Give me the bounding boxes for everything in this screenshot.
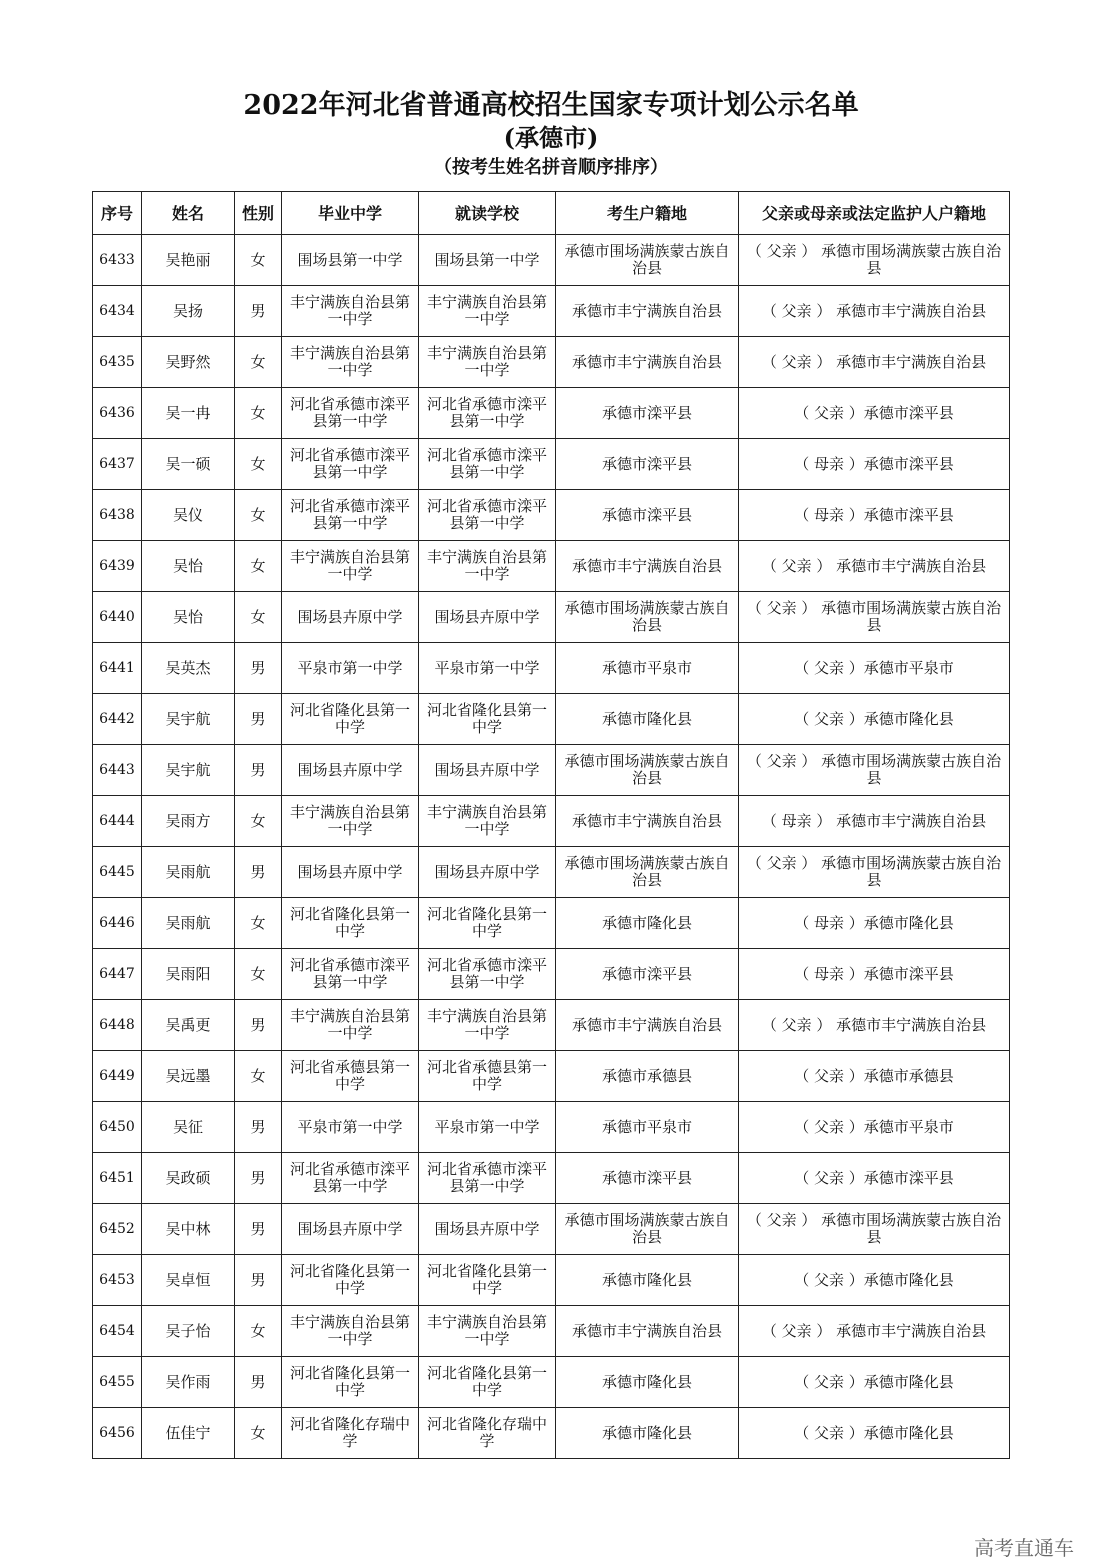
cell-guardian-residence: （ 母亲 ）承德市滦平县 bbox=[739, 490, 1010, 541]
table-row bbox=[93, 847, 1010, 898]
cell-guardian-residence: （ 父亲 ） 承德市丰宁满族自治县 bbox=[739, 1000, 1010, 1051]
cell-name: 吴征 bbox=[142, 1102, 235, 1153]
cell-student-residence: 承德市隆化县 bbox=[556, 1408, 739, 1459]
header-seq: 序号 bbox=[93, 192, 142, 235]
cell-graduation-school: 丰宁满族自治县第一中学 bbox=[282, 1306, 419, 1357]
table-row bbox=[93, 796, 1010, 847]
cell-guardian-residence: （ 母亲 ）承德市滦平县 bbox=[739, 439, 1010, 490]
cell-current-school: 丰宁满族自治县第一中学 bbox=[419, 1306, 556, 1357]
cell-graduation-school: 平泉市第一中学 bbox=[282, 643, 419, 694]
cell-name: 吴远墨 bbox=[142, 1051, 235, 1102]
cell-current-school: 河北省隆化县第一中学 bbox=[419, 1357, 556, 1408]
cell-student-residence: 承德市隆化县 bbox=[556, 898, 739, 949]
cell-seq: 6448 bbox=[93, 1000, 142, 1051]
cell-guardian-residence: （ 父亲 ）承德市隆化县 bbox=[739, 1408, 1010, 1459]
cell-name: 吴野然 bbox=[142, 337, 235, 388]
table-row bbox=[93, 949, 1010, 1000]
cell-guardian-residence: （ 父亲 ）承德市隆化县 bbox=[739, 1357, 1010, 1408]
table-row bbox=[93, 337, 1010, 388]
cell-seq: 6437 bbox=[93, 439, 142, 490]
cell-graduation-school: 河北省承德市滦平县第一中学 bbox=[282, 439, 419, 490]
cell-gender: 女 bbox=[235, 1051, 282, 1102]
cell-student-residence: 承德市围场满族蒙古族自治县 bbox=[556, 592, 739, 643]
cell-gender: 男 bbox=[235, 1000, 282, 1051]
cell-student-residence: 承德市承德县 bbox=[556, 1051, 739, 1102]
cell-student-residence: 承德市滦平县 bbox=[556, 388, 739, 439]
cell-graduation-school: 围场县卉原中学 bbox=[282, 745, 419, 796]
cell-graduation-school: 丰宁满族自治县第一中学 bbox=[282, 1000, 419, 1051]
cell-current-school: 围场县卉原中学 bbox=[419, 745, 556, 796]
cell-name: 吴禹更 bbox=[142, 1000, 235, 1051]
cell-current-school: 丰宁满族自治县第一中学 bbox=[419, 796, 556, 847]
cell-current-school: 河北省隆化存瑞中学 bbox=[419, 1408, 556, 1459]
table-row bbox=[93, 388, 1010, 439]
cell-graduation-school: 河北省隆化县第一中学 bbox=[282, 1255, 419, 1306]
cell-seq: 6444 bbox=[93, 796, 142, 847]
cell-gender: 女 bbox=[235, 592, 282, 643]
cell-graduation-school: 丰宁满族自治县第一中学 bbox=[282, 796, 419, 847]
cell-current-school: 河北省隆化县第一中学 bbox=[419, 1255, 556, 1306]
cell-guardian-residence: （ 父亲 ） 承德市丰宁满族自治县 bbox=[739, 1306, 1010, 1357]
cell-name: 吴中林 bbox=[142, 1204, 235, 1255]
cell-graduation-school: 河北省承德市滦平县第一中学 bbox=[282, 388, 419, 439]
cell-graduation-school: 平泉市第一中学 bbox=[282, 1102, 419, 1153]
cell-guardian-residence: （ 父亲 ） 承德市围场满族蒙古族自治县 bbox=[739, 592, 1010, 643]
cell-seq: 6435 bbox=[93, 337, 142, 388]
cell-seq: 6443 bbox=[93, 745, 142, 796]
cell-name: 伍佳宁 bbox=[142, 1408, 235, 1459]
cell-current-school: 河北省承德市滦平县第一中学 bbox=[419, 1153, 556, 1204]
cell-gender: 女 bbox=[235, 1306, 282, 1357]
cell-guardian-residence: （ 父亲 ） 承德市围场满族蒙古族自治县 bbox=[739, 847, 1010, 898]
cell-current-school: 河北省承德县第一中学 bbox=[419, 1051, 556, 1102]
table-row bbox=[93, 694, 1010, 745]
cell-gender: 男 bbox=[235, 1255, 282, 1306]
cell-guardian-residence: （ 父亲 ）承德市承德县 bbox=[739, 1051, 1010, 1102]
cell-name: 吴雨航 bbox=[142, 847, 235, 898]
document-subtitle: (承德市) bbox=[503, 123, 599, 152]
table-row bbox=[93, 1204, 1010, 1255]
cell-seq: 6445 bbox=[93, 847, 142, 898]
table-row bbox=[93, 490, 1010, 541]
cell-name: 吴雨方 bbox=[142, 796, 235, 847]
cell-student-residence: 承德市丰宁满族自治县 bbox=[556, 541, 739, 592]
cell-student-residence: 承德市滦平县 bbox=[556, 439, 739, 490]
cell-gender: 男 bbox=[235, 847, 282, 898]
cell-name: 吴仪 bbox=[142, 490, 235, 541]
cell-student-residence: 承德市滦平县 bbox=[556, 949, 739, 1000]
cell-name: 吴怡 bbox=[142, 541, 235, 592]
cell-guardian-residence: （ 父亲 ） 承德市丰宁满族自治县 bbox=[739, 337, 1010, 388]
cell-graduation-school: 河北省隆化县第一中学 bbox=[282, 694, 419, 745]
table-row bbox=[93, 1051, 1010, 1102]
cell-seq: 6434 bbox=[93, 286, 142, 337]
cell-gender: 男 bbox=[235, 745, 282, 796]
cell-current-school: 围场县卉原中学 bbox=[419, 592, 556, 643]
cell-name: 吴宇航 bbox=[142, 745, 235, 796]
cell-gender: 男 bbox=[235, 1357, 282, 1408]
table-row bbox=[93, 592, 1010, 643]
cell-student-residence: 承德市丰宁满族自治县 bbox=[556, 1306, 739, 1357]
cell-name: 吴扬 bbox=[142, 286, 235, 337]
cell-gender: 男 bbox=[235, 1102, 282, 1153]
cell-current-school: 平泉市第一中学 bbox=[419, 1102, 556, 1153]
cell-current-school: 围场县卉原中学 bbox=[419, 847, 556, 898]
cell-gender: 女 bbox=[235, 337, 282, 388]
cell-seq: 6442 bbox=[93, 694, 142, 745]
cell-name: 吴政硕 bbox=[142, 1153, 235, 1204]
table-row bbox=[93, 439, 1010, 490]
header-gender: 性别 bbox=[235, 192, 282, 235]
cell-name: 吴艳丽 bbox=[142, 235, 235, 286]
cell-name: 吴雨阳 bbox=[142, 949, 235, 1000]
cell-gender: 女 bbox=[235, 898, 282, 949]
cell-guardian-residence: （ 父亲 ）承德市隆化县 bbox=[739, 1255, 1010, 1306]
cell-name: 吴宇航 bbox=[142, 694, 235, 745]
table-row bbox=[93, 1153, 1010, 1204]
sort-note: （按考生姓名拼音顺序排序） bbox=[434, 157, 668, 178]
cell-seq: 6441 bbox=[93, 643, 142, 694]
cell-gender: 男 bbox=[235, 1204, 282, 1255]
cell-graduation-school: 围场县卉原中学 bbox=[282, 592, 419, 643]
cell-guardian-residence: （ 父亲 ）承德市平泉市 bbox=[739, 643, 1010, 694]
cell-student-residence: 承德市隆化县 bbox=[556, 694, 739, 745]
table-row bbox=[93, 1000, 1010, 1051]
cell-guardian-residence: （ 父亲 ）承德市平泉市 bbox=[739, 1102, 1010, 1153]
cell-current-school: 丰宁满族自治县第一中学 bbox=[419, 1000, 556, 1051]
table-row bbox=[93, 286, 1010, 337]
cell-guardian-residence: （ 父亲 ）承德市滦平县 bbox=[739, 388, 1010, 439]
cell-student-residence: 承德市围场满族蒙古族自治县 bbox=[556, 847, 739, 898]
cell-gender: 女 bbox=[235, 235, 282, 286]
roster-table bbox=[92, 191, 1010, 1459]
cell-name: 吴作雨 bbox=[142, 1357, 235, 1408]
cell-current-school: 河北省隆化县第一中学 bbox=[419, 898, 556, 949]
cell-seq: 6449 bbox=[93, 1051, 142, 1102]
cell-current-school: 丰宁满族自治县第一中学 bbox=[419, 286, 556, 337]
cell-seq: 6436 bbox=[93, 388, 142, 439]
cell-graduation-school: 丰宁满族自治县第一中学 bbox=[282, 286, 419, 337]
table-row bbox=[93, 643, 1010, 694]
cell-current-school: 河北省承德市滦平县第一中学 bbox=[419, 388, 556, 439]
cell-student-residence: 承德市围场满族蒙古族自治县 bbox=[556, 1204, 739, 1255]
cell-student-residence: 承德市滦平县 bbox=[556, 490, 739, 541]
cell-seq: 6453 bbox=[93, 1255, 142, 1306]
cell-seq: 6438 bbox=[93, 490, 142, 541]
cell-gender: 女 bbox=[235, 796, 282, 847]
header-guardian-residence: 父亲或母亲或法定监护人户籍地 bbox=[739, 192, 1010, 235]
cell-guardian-residence: （ 母亲 ）承德市隆化县 bbox=[739, 898, 1010, 949]
cell-graduation-school: 围场县卉原中学 bbox=[282, 847, 419, 898]
cell-seq: 6454 bbox=[93, 1306, 142, 1357]
cell-current-school: 丰宁满族自治县第一中学 bbox=[419, 541, 556, 592]
cell-seq: 6433 bbox=[93, 235, 142, 286]
table-row bbox=[93, 541, 1010, 592]
cell-guardian-residence: （ 父亲 ）承德市隆化县 bbox=[739, 694, 1010, 745]
table-row bbox=[93, 1255, 1010, 1306]
cell-graduation-school: 河北省隆化县第一中学 bbox=[282, 898, 419, 949]
cell-graduation-school: 围场县卉原中学 bbox=[282, 1204, 419, 1255]
table-row bbox=[93, 745, 1010, 796]
cell-gender: 男 bbox=[235, 643, 282, 694]
cell-graduation-school: 丰宁满族自治县第一中学 bbox=[282, 541, 419, 592]
cell-current-school: 丰宁满族自治县第一中学 bbox=[419, 337, 556, 388]
cell-guardian-residence: （ 父亲 ） 承德市丰宁满族自治县 bbox=[739, 286, 1010, 337]
cell-gender: 女 bbox=[235, 949, 282, 1000]
cell-graduation-school: 河北省承德县第一中学 bbox=[282, 1051, 419, 1102]
cell-gender: 女 bbox=[235, 439, 282, 490]
cell-current-school: 平泉市第一中学 bbox=[419, 643, 556, 694]
cell-name: 吴一冉 bbox=[142, 388, 235, 439]
cell-student-residence: 承德市隆化县 bbox=[556, 1357, 739, 1408]
cell-student-residence: 承德市丰宁满族自治县 bbox=[556, 337, 739, 388]
cell-gender: 女 bbox=[235, 388, 282, 439]
cell-graduation-school: 河北省隆化存瑞中学 bbox=[282, 1408, 419, 1459]
cell-seq: 6455 bbox=[93, 1357, 142, 1408]
table-row bbox=[93, 1102, 1010, 1153]
cell-name: 吴卓恒 bbox=[142, 1255, 235, 1306]
cell-graduation-school: 河北省承德市滦平县第一中学 bbox=[282, 490, 419, 541]
document-title: 2022年河北省普通高校招生国家专项计划公示名单 bbox=[243, 90, 859, 121]
cell-gender: 女 bbox=[235, 490, 282, 541]
cell-seq: 6439 bbox=[93, 541, 142, 592]
cell-gender: 女 bbox=[235, 1408, 282, 1459]
cell-guardian-residence: （ 母亲 ）承德市滦平县 bbox=[739, 949, 1010, 1000]
cell-student-residence: 承德市隆化县 bbox=[556, 1255, 739, 1306]
cell-seq: 6440 bbox=[93, 592, 142, 643]
cell-seq: 6456 bbox=[93, 1408, 142, 1459]
header-name: 姓名 bbox=[142, 192, 235, 235]
cell-current-school: 河北省承德市滦平县第一中学 bbox=[419, 490, 556, 541]
table-row bbox=[93, 1357, 1010, 1408]
header-graduation-school: 毕业中学 bbox=[282, 192, 419, 235]
cell-guardian-residence: （ 父亲 ） 承德市围场满族蒙古族自治县 bbox=[739, 1204, 1010, 1255]
cell-graduation-school: 围场县第一中学 bbox=[282, 235, 419, 286]
cell-seq: 6450 bbox=[93, 1102, 142, 1153]
cell-current-school: 河北省承德市滦平县第一中学 bbox=[419, 439, 556, 490]
cell-student-residence: 承德市滦平县 bbox=[556, 1153, 739, 1204]
cell-guardian-residence: （ 父亲 ） 承德市围场满族蒙古族自治县 bbox=[739, 745, 1010, 796]
cell-guardian-residence: （ 父亲 ）承德市滦平县 bbox=[739, 1153, 1010, 1204]
cell-gender: 男 bbox=[235, 694, 282, 745]
table-row bbox=[93, 1408, 1010, 1459]
cell-current-school: 河北省隆化县第一中学 bbox=[419, 694, 556, 745]
cell-name: 吴雨航 bbox=[142, 898, 235, 949]
cell-student-residence: 承德市丰宁满族自治县 bbox=[556, 1000, 739, 1051]
watermark: 高考直通车 bbox=[974, 1536, 1074, 1560]
cell-name: 吴英杰 bbox=[142, 643, 235, 694]
cell-gender: 女 bbox=[235, 541, 282, 592]
cell-seq: 6451 bbox=[93, 1153, 142, 1204]
cell-guardian-residence: （ 父亲 ） 承德市丰宁满族自治县 bbox=[739, 541, 1010, 592]
cell-student-residence: 承德市围场满族蒙古族自治县 bbox=[556, 235, 739, 286]
cell-seq: 6452 bbox=[93, 1204, 142, 1255]
cell-current-school: 河北省承德市滦平县第一中学 bbox=[419, 949, 556, 1000]
cell-graduation-school: 丰宁满族自治县第一中学 bbox=[282, 337, 419, 388]
cell-guardian-residence: （ 母亲 ） 承德市丰宁满族自治县 bbox=[739, 796, 1010, 847]
cell-student-residence: 承德市围场满族蒙古族自治县 bbox=[556, 745, 739, 796]
table-header-row bbox=[93, 192, 1010, 235]
cell-student-residence: 承德市平泉市 bbox=[556, 1102, 739, 1153]
cell-current-school: 围场县第一中学 bbox=[419, 235, 556, 286]
cell-student-residence: 承德市丰宁满族自治县 bbox=[556, 286, 739, 337]
cell-name: 吴一硕 bbox=[142, 439, 235, 490]
cell-current-school: 围场县卉原中学 bbox=[419, 1204, 556, 1255]
cell-seq: 6446 bbox=[93, 898, 142, 949]
table-row bbox=[93, 1306, 1010, 1357]
cell-seq: 6447 bbox=[93, 949, 142, 1000]
cell-name: 吴怡 bbox=[142, 592, 235, 643]
header-student-residence: 考生户籍地 bbox=[556, 192, 739, 235]
cell-graduation-school: 河北省承德市滦平县第一中学 bbox=[282, 949, 419, 1000]
cell-graduation-school: 河北省隆化县第一中学 bbox=[282, 1357, 419, 1408]
cell-gender: 男 bbox=[235, 286, 282, 337]
header-current-school: 就读学校 bbox=[419, 192, 556, 235]
table-row bbox=[93, 898, 1010, 949]
cell-name: 吴子怡 bbox=[142, 1306, 235, 1357]
cell-student-residence: 承德市平泉市 bbox=[556, 643, 739, 694]
cell-gender: 男 bbox=[235, 1153, 282, 1204]
table-row bbox=[93, 235, 1010, 286]
cell-guardian-residence: （ 父亲 ） 承德市围场满族蒙古族自治县 bbox=[739, 235, 1010, 286]
cell-graduation-school: 河北省承德市滦平县第一中学 bbox=[282, 1153, 419, 1204]
cell-student-residence: 承德市丰宁满族自治县 bbox=[556, 796, 739, 847]
